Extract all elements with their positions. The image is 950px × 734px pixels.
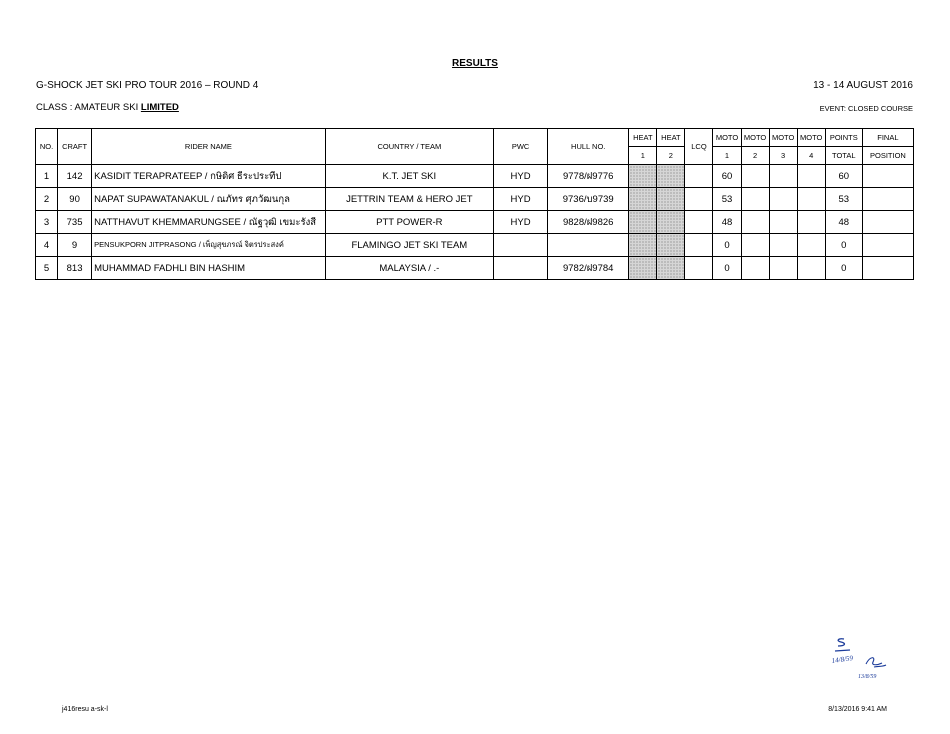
cell-pwc: HYD — [494, 188, 548, 211]
header-moto-2: MOTO — [741, 129, 769, 147]
cell-moto-3 — [769, 234, 797, 257]
table-row — [36, 211, 914, 234]
cell-hull-no: 9778/ฝ9776 — [548, 165, 629, 188]
cell-final-position — [862, 165, 913, 188]
cell-points-total: 0 — [825, 257, 862, 280]
header-heat-1-num: 1 — [629, 147, 657, 165]
footer-file-ref: j416resu a-sk-l — [62, 706, 108, 713]
cell-moto-1: 0 — [713, 257, 741, 280]
cell-rider-name: KASIDIT TERAPRATEEP / กษิดิศ ธีระประทีป — [92, 165, 326, 188]
cell-lcq — [685, 257, 713, 280]
cell-moto-2 — [741, 257, 769, 280]
cell-country-team: JETTRIN TEAM & HERO JET — [325, 188, 493, 211]
header-moto-3: MOTO — [769, 129, 797, 147]
cell-points-total: 53 — [825, 188, 862, 211]
cell-craft: 813 — [58, 257, 92, 280]
header-lcq: LCQ — [685, 129, 713, 165]
cell-moto-4 — [797, 211, 825, 234]
header-moto-4: MOTO — [797, 129, 825, 147]
cell-craft: 142 — [58, 165, 92, 188]
cell-craft: 90 — [58, 188, 92, 211]
cell-moto-2 — [741, 211, 769, 234]
header-row — [36, 129, 914, 147]
cell-moto-3 — [769, 188, 797, 211]
cell-country-team: MALAYSIA / .- — [325, 257, 493, 280]
cell-points-total: 48 — [825, 211, 862, 234]
header-pwc: PWC — [494, 129, 548, 165]
cell-lcq — [685, 211, 713, 234]
cell-moto-3 — [769, 257, 797, 280]
table-row — [36, 188, 914, 211]
header-points-total: TOTAL — [825, 147, 862, 165]
class-name: LIMITED — [140, 102, 179, 113]
header-points: POINTS — [825, 129, 862, 147]
cell-rider-name: PENSUKPORN JITPRASONG / เพ็ญสุขภรณ์ จิตรประสงค์ — [92, 234, 326, 257]
cell-hull-no: 9828/ฝ9826 — [548, 211, 629, 234]
cell-heat-2 — [657, 188, 685, 211]
signature-date-1: 14/8/59 — [831, 654, 854, 665]
cell-moto-1: 0 — [713, 234, 741, 257]
cell-moto-4 — [797, 257, 825, 280]
footer-timestamp: 8/13/2016 9:41 AM — [828, 706, 887, 713]
cell-country-team: FLAMINGO JET SKI TEAM — [325, 234, 493, 257]
cell-heat-2 — [657, 257, 685, 280]
cell-no: 4 — [36, 234, 58, 257]
header-moto-1-num: 1 — [713, 147, 741, 165]
cell-heat-2 — [657, 211, 685, 234]
header-hull-no: HULL NO. — [548, 129, 629, 165]
cell-rider-name: NATTHAVUT KHEMMARUNGSEE / ณัฐวุฒิ เขมะรังสี — [92, 211, 326, 234]
cell-points-total: 60 — [825, 165, 862, 188]
cell-moto-2 — [741, 188, 769, 211]
cell-heat-1 — [629, 211, 657, 234]
cell-final-position — [862, 257, 913, 280]
cell-final-position — [862, 234, 913, 257]
cell-heat-1 — [629, 257, 657, 280]
header-country-team: COUNTRY / TEAM — [325, 129, 493, 165]
cell-rider-name: NAPAT SUPAWATANAKUL / ณภัทร ศุภวัฒนกุล — [92, 188, 326, 211]
cell-moto-4 — [797, 165, 825, 188]
cell-rider-name: MUHAMMAD FADHLI BIN HASHIM — [92, 257, 326, 280]
cell-final-position — [862, 188, 913, 211]
results-table — [35, 128, 914, 280]
page-title: RESULTS — [452, 58, 498, 69]
class-line — [36, 102, 179, 113]
header-final: FINAL — [862, 129, 913, 147]
cell-heat-2 — [657, 234, 685, 257]
cell-no: 1 — [36, 165, 58, 188]
cell-pwc: HYD — [494, 211, 548, 234]
cell-heat-1 — [629, 234, 657, 257]
cell-craft: 735 — [58, 211, 92, 234]
cell-moto-4 — [797, 234, 825, 257]
cell-country-team: K.T. JET SKI — [325, 165, 493, 188]
cell-heat-1 — [629, 165, 657, 188]
cell-pwc — [494, 234, 548, 257]
header-heat-2-num: 2 — [657, 147, 685, 165]
cell-heat-1 — [629, 188, 657, 211]
table-row — [36, 234, 914, 257]
header-final-position: POSITION — [862, 147, 913, 165]
cell-lcq — [685, 234, 713, 257]
class-prefix: CLASS : AMATEUR SKI — [36, 102, 141, 113]
table-row — [36, 257, 914, 280]
cell-pwc: HYD — [494, 165, 548, 188]
cell-moto-2 — [741, 165, 769, 188]
header-rider-name: RIDER NAME — [92, 129, 326, 165]
cell-no: 5 — [36, 257, 58, 280]
table-row — [36, 165, 914, 188]
cell-moto-2 — [741, 234, 769, 257]
header-heat-2: HEAT — [657, 129, 685, 147]
cell-final-position — [862, 211, 913, 234]
cell-hull-no: 9782/ฝ9784 — [548, 257, 629, 280]
cell-lcq — [685, 188, 713, 211]
cell-hull-no — [548, 234, 629, 257]
cell-moto-1: 53 — [713, 188, 741, 211]
cell-craft: 9 — [58, 234, 92, 257]
cell-no: 2 — [36, 188, 58, 211]
cell-lcq — [685, 165, 713, 188]
cell-moto-3 — [769, 165, 797, 188]
header-moto-3-num: 3 — [769, 147, 797, 165]
cell-pwc — [494, 257, 548, 280]
event-name: G-SHOCK JET SKI PRO TOUR 2016 – ROUND 4 — [36, 80, 259, 91]
header-moto-1: MOTO — [713, 129, 741, 147]
cell-moto-3 — [769, 211, 797, 234]
cell-heat-2 — [657, 165, 685, 188]
signature-date-2: 13/8/59 — [858, 674, 877, 680]
signature-mark — [826, 634, 892, 686]
header-moto-2-num: 2 — [741, 147, 769, 165]
header-craft: CRAFT — [58, 129, 92, 165]
event-dates: 13 - 14 AUGUST 2016 — [813, 80, 913, 91]
cell-points-total: 0 — [825, 234, 862, 257]
cell-moto-1: 60 — [713, 165, 741, 188]
cell-no: 3 — [36, 211, 58, 234]
cell-country-team: PTT POWER-R — [325, 211, 493, 234]
cell-moto-4 — [797, 188, 825, 211]
header-moto-4-num: 4 — [797, 147, 825, 165]
cell-moto-1: 48 — [713, 211, 741, 234]
event-type: EVENT: CLOSED COURSE — [819, 104, 913, 113]
header-no: NO. — [36, 129, 58, 165]
header-heat-1: HEAT — [629, 129, 657, 147]
cell-hull-no: 9736/บ9739 — [548, 188, 629, 211]
